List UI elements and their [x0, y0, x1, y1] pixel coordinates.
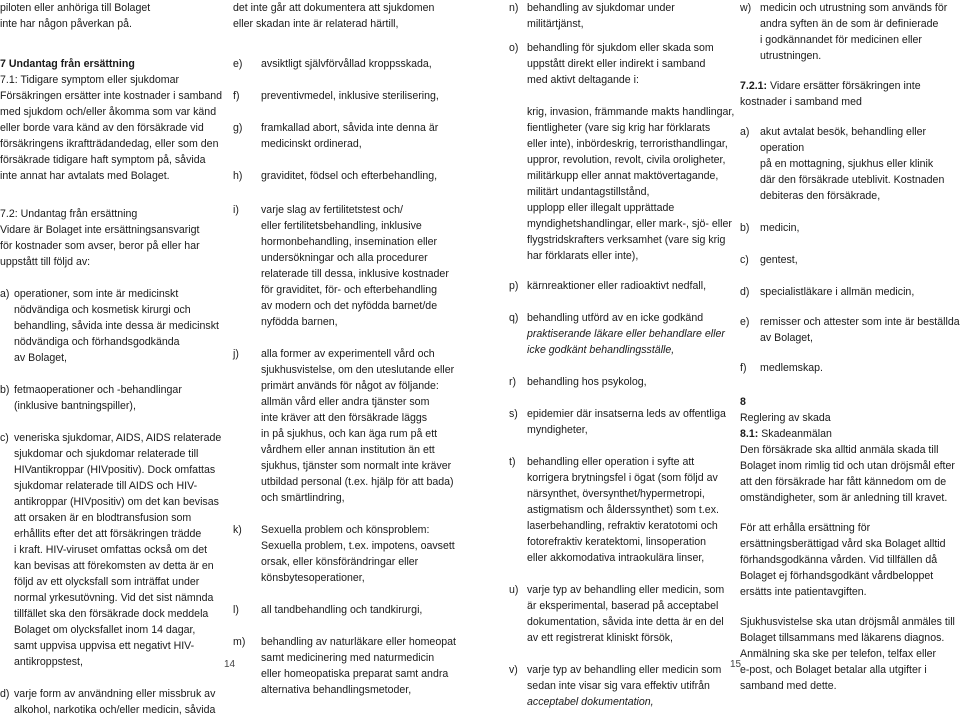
list-item-r: r) behandling hos psykolog, — [509, 376, 647, 388]
text-line: För att erhålla ersättning för — [740, 522, 871, 534]
list-item-t: t) behandling eller operation i syfte att korrigera brytningsfel i ögat (som följd av närsynthet, översynthet/hypermetropi, astigmatism och ålderssynthet) som t.ex. laserbehandling, refraktiv keratotomi och fotorefraktiv keratektomi, linsoperation eller akkomodativa intraokulära linser, — [509, 456, 719, 564]
list-item-p: p) kärnreaktioner eller radioaktivt nedfall, — [509, 280, 707, 292]
section-7-2-1: 7.2.1: Vidare ersätter försäkringen inte — [740, 80, 921, 92]
list-item-g: g) framkallad abort, såvida inte denna är medicinskt ordinerad, — [233, 122, 439, 150]
list-item-v: v) varje typ av behandling eller medicin som sedan inte visar sig vara effektiv utifrån acceptabel dokumentation, — [509, 664, 722, 708]
section-8-number: 8 — [740, 396, 746, 408]
text-line: Bolaget tillsammans med läkarens diagnos. — [740, 632, 945, 644]
list-item-o: o) behandling för sjukdom eller skada som uppstått direkt eller indirekt i samband med aktivt deltagande i: krig, invasion, främmande makts handlingar, fientligheter (vare sig krig har förklarats eller inte), inbördeskrig, terroristhandlingar, uppror, revolution, revolt, civila oroligheter, militärkupp eller annat maktövertagande, militärt undantagstillstånd, upplopp eller illegalt upprättade myndighetshandlingar, eller mark-, sjö- eller flygstridskrafters verksamhet (vare sig krig har förklarats eller inte), — [509, 42, 735, 262]
list-item-c: c) gentest, — [740, 254, 798, 266]
text-line: Anmälning ska ske per telefon, telfax eller — [740, 648, 937, 660]
text-line: Sjukhusvistelse ska utan dröjsmål anmäles till — [740, 616, 955, 628]
text-line: försäkringens ikraftträdandedag, eller som den — [0, 138, 219, 150]
text-line: piloten eller anhöriga till Bolaget — [0, 2, 151, 14]
list-item-e: e) remisser och attester som inte är beställda av Bolaget, — [740, 316, 960, 344]
text-line: Försäkringen ersätter inte kostnader i samband — [0, 90, 222, 102]
list-item-a: a) akut avtalat besök, behandling eller operation på en mottagning, sjukhus eller klinik där den försäkrade uteblivit. Kostnaden debiteras den försäkrade, — [740, 126, 945, 202]
list-item-w: w) medicin och utrustning som används för andra syften än de som är definierade i godkännandet för medicinen eller utrustningen. — [740, 2, 948, 62]
text-line: eller skadan inte är relaterad härtill, — [233, 18, 399, 30]
text-line: det inte går att dokumentera att sjukdomen — [233, 2, 435, 14]
section-7-2: 7.2: Undantag från ersättning — [0, 208, 138, 220]
text-line: med sjukdom och/eller åkomma som var känd — [0, 106, 217, 118]
text-line: för kostnader som avser, beror på eller har — [0, 240, 200, 252]
list-item-d: d) specialistläkare i allmän medicin, — [740, 286, 915, 298]
list-item-l: l) all tandbehandling och tandkirurgi, — [233, 604, 423, 616]
section-8-title: Reglering av skada — [740, 412, 831, 424]
list-item-s: s) epidemier där insatserna leds av offentliga myndigheter, — [509, 408, 726, 436]
text-line: försäkrade tidigare haft symptom på, såvida — [0, 154, 206, 166]
list-item-h: h) graviditet, födsel och efterbehandling, — [233, 170, 438, 182]
list-item-f: f) medlemskap. — [740, 362, 823, 374]
text-line: ersätts inte patientavgiften. — [740, 586, 867, 598]
list-item-u: u) varje typ av behandling eller medicin, som är eksperimental, baserad på acceptabel dokumentation, såvida inte detta är en del av ett registrerat kliniskt försök, — [509, 584, 725, 644]
column-1 — [0, 0, 230, 718]
text-line: eller borde vara känd av den försäkrade vid — [0, 122, 204, 134]
list-item-n: n) behandling av sjukdomar under militärtjänst, — [509, 2, 675, 30]
list-item-k: k) Sexuella problem och könsproblem: Sexuella problem, t.ex. impotens, oavsett orsak, eller könsförändringar eller könsbytesoperationer, — [233, 524, 455, 584]
list-item-a: a) operationer, som inte är medicinskt nödvändiga och kosmetisk kirurgi och behandling, såvida inte dessa är medicinskt nödvändiga och förhandsgodkända av Bolaget, — [0, 288, 219, 364]
list-item-c: c) veneriska sjukdomar, AIDS, AIDS relaterade sjukdomar och sjukdomar relaterade till HIVantikroppar (HIVpositiv). Dock omfattas sjukdomar relaterade till AIDS och HIV- antikroppar (HIVpositiv) om det kan bevisas att orsaken är en blodtransfusion som erhållits efter det att försäkringen trädde i kraft. HIV-viruset omfattas också om det kan bevisas att förekomsten av detta är en följd av ett olycksfall som inträffat under normal yrkesutövning. Vid det sist nämnda tillfället ska den försäkrade dock meddela Bolaget om olycksfallet inom 14 dagar, samt uppvisa uppvisa ett negativt HIV- antikroppstest, — [0, 432, 222, 668]
column-3 — [509, 0, 735, 710]
section-7-title: 7 Undantag från ersättning — [0, 58, 135, 70]
text-line: Vidare är Bolaget inte ersättningsansvarigt — [0, 224, 200, 236]
text-line: e-post, och Bolaget betalar alla utgifter i — [740, 664, 927, 676]
list-item-b: b) medicin, — [740, 222, 800, 234]
text-line: uppstått till följd av: — [0, 256, 91, 268]
list-item-f: f) preventivmedel, inklusive sterilisering, — [233, 90, 439, 102]
text-line: samband med dette. — [740, 680, 837, 692]
text-line: Bolaget inom rimlig tid och utan dröjsmål efter — [740, 460, 955, 472]
text-line: ersättningsberättigad vård ska Bolaget alltid — [740, 538, 946, 550]
text-line: kostnader i samband med — [740, 96, 862, 108]
section-8-1: 8.1: Skadeanmälan — [740, 428, 832, 440]
text-line: inte har någon påverkan på. — [0, 18, 132, 30]
page-number-right: 15 — [730, 659, 742, 670]
list-item-j: j) alla former av experimentell vård och sjukhusvistelse, om den uteslutande eller primärt används för något av följande: allmän vård eller andra tjänster som inte kräver att den försäkrade läggs in på sjukhus, och kan äga rum på ett vårdhem eller annan institution än ett sjukhus, tjänster som normalt inte kräver utbildad personal (t.ex. hjälp för att bada) och smärtlindring, — [233, 348, 455, 504]
text-line: förhandsgodkänna vården. Vid tillfällen då — [740, 554, 938, 566]
section-7-1: 7.1: Tidigare symptom eller sjukdomar — [0, 74, 180, 86]
page-number-left: 14 — [224, 659, 236, 670]
list-item-q: q) behandling utförd av en icke godkänd praktiserande läkare eller behandlare eller icke godkänt behandlingsställe, — [509, 312, 725, 356]
text-line: omständigheter, som är anledning till kravet. — [740, 492, 948, 504]
list-item-d: d) varje form av användning eller missbruk av alkohol, narkotika och/eller medicin, såvida — [0, 688, 216, 716]
list-item-i: i) varje slag av fertilitetstest och/ eller fertilitetsbehandling, inklusive hormonbehandling, insemination eller undersökningar och alla procedurer relaterade till dessa, inklusive kostnader för graviditet, för- och efterbehandling av modern och det nyfödda barnet/de nyfödda barnen, — [233, 204, 449, 328]
list-item-e: e) avsiktligt självförvållad kroppsskada, — [233, 58, 432, 70]
column-4 — [740, 0, 960, 694]
text-line: inte annat har avtalats med Bolaget. — [0, 170, 170, 182]
column-2 — [233, 0, 473, 698]
list-item-m: m) behandling av naturläkare eller homeopat samt medicinering med naturmedicin eller homeopatiska preparat samt andra alternativa behandlingsmetoder, — [233, 636, 456, 696]
list-item-b: b) fetmaoperationer och -behandlingar (inklusive bantningspiller), — [0, 384, 182, 412]
text-line: Bolaget ej förhandsgodkänt vårdbeloppet — [740, 570, 934, 582]
text-line: att den försäkrade har fått kännedom om de — [740, 476, 947, 488]
text-line: Den försäkrade ska alltid anmäla skada till — [740, 444, 939, 456]
